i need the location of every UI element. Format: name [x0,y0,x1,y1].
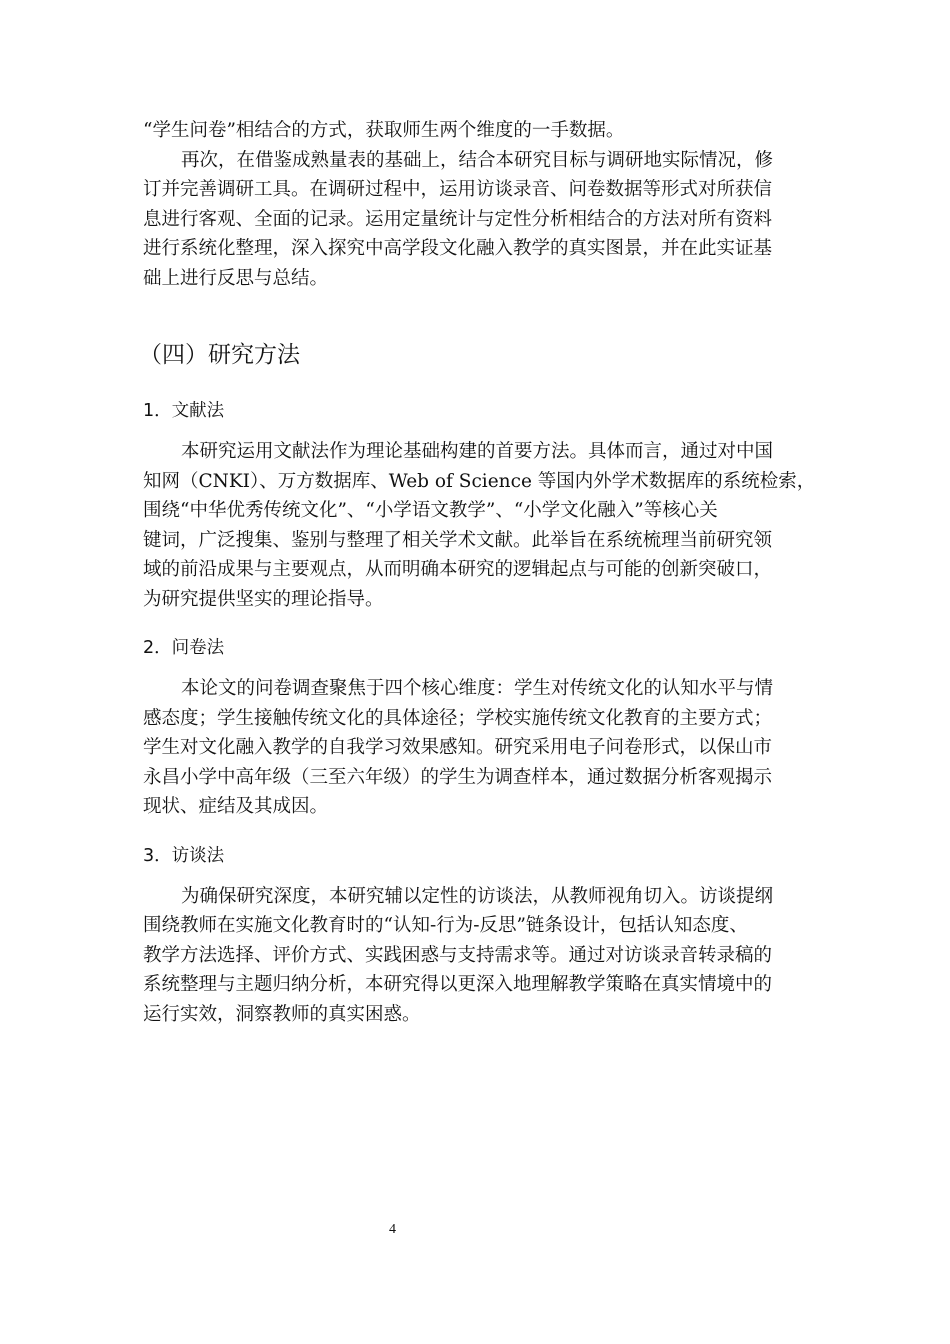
paragraph-research-process [143,146,808,294]
text-line: 息进行客观、全面的记录。运用定量统计与定性分析相结合的方法对所有资料 [143,208,773,230]
text-line: 订并完善调研工具。在调研过程中，运用访谈录音、问卷数据等形式对所获信 [143,179,773,200]
section-heading-research-methods: （四）研究方法 [139,342,300,368]
text-line: 键词，广泛搜集、鉴别与整理了相关学术文献。此举旨在系统梳理当前研究领 [143,529,773,551]
paragraph-literature-method [143,437,816,614]
intro-paragraph [143,116,808,146]
text-line: “学生问卷”相结合的方式，获取师生两个维度的一手数据。 [143,120,625,141]
text-line: 为研究提供坚实的理论指导。 [143,588,384,610]
text-line: 系统整理与主题归纳分析，本研究得以更深入地理解教学策略在真实情境中的 [143,974,773,995]
text-line: 运行实效，洞察教师的真实困惑。 [143,1003,421,1025]
paragraph-questionnaire-method [143,674,808,822]
subheading-literature-method: 1．文献法 [143,401,225,421]
text-line: 现状、症结及其成因。 [143,796,329,817]
text-line: 进行系统化整理，深入探究中高学段文化融入教学的真实图景，并在此实证基 [143,238,773,259]
text-line: 为确保研究深度，本研究辅以定性的访谈法，从教师视角切入。访谈提纲 [181,885,774,907]
text-line: 感态度；学生接触传统文化的具体途径；学校实施传统文化教育的主要方式； [143,707,773,729]
text-line: 围绕教师在实施文化教育时的“认知-行为-反思”链条设计，包括认知态度、 [143,915,748,936]
page-content [139,116,816,1029]
text-line: 学生对文化融入教学的自我学习效果感知。研究采用电子问卷形式，以保山市 [143,737,773,758]
paragraph-interview-method [143,882,808,1030]
text-line: 再次，在借鉴成熟量表的基础上，结合本研究目标与调研地实际情况，修 [181,149,774,171]
text-line: 本研究运用文献法作为理论基础构建的首要方法。具体而言，通过对中国 [181,441,774,462]
subheading-interview-method: 3．访谈法 [143,845,225,866]
text-line: 础上进行反思与总结。 [143,267,329,289]
text-line: 教学方法选择、评价方式、实践困惑与支持需求等。通过对访谈录音转录稿的 [143,944,773,966]
subheading-questionnaire-method: 2．问卷法 [143,638,225,658]
text-line: 知网（CNKI）、万方数据库、Web of Science 等国内外学术数据库的系统检索， [143,470,816,492]
text-line: 域的前沿成果与主要观点，从而明确本研究的逻辑起点与可能的创新突破口， [143,559,773,580]
text-line: 永昌小学中高年级（三至六年级）的学生为调查样本，通过数据分析客观揭示 [143,766,773,788]
page-number: 4 [389,1222,396,1237]
text-line: 围绕“中华优秀传统文化”、“小学语文教学”、“小学文化融入”等核心关 [143,500,718,521]
text-line: 本论文的问卷调查聚焦于四个核心维度：学生对传统文化的认知水平与情 [181,678,774,699]
